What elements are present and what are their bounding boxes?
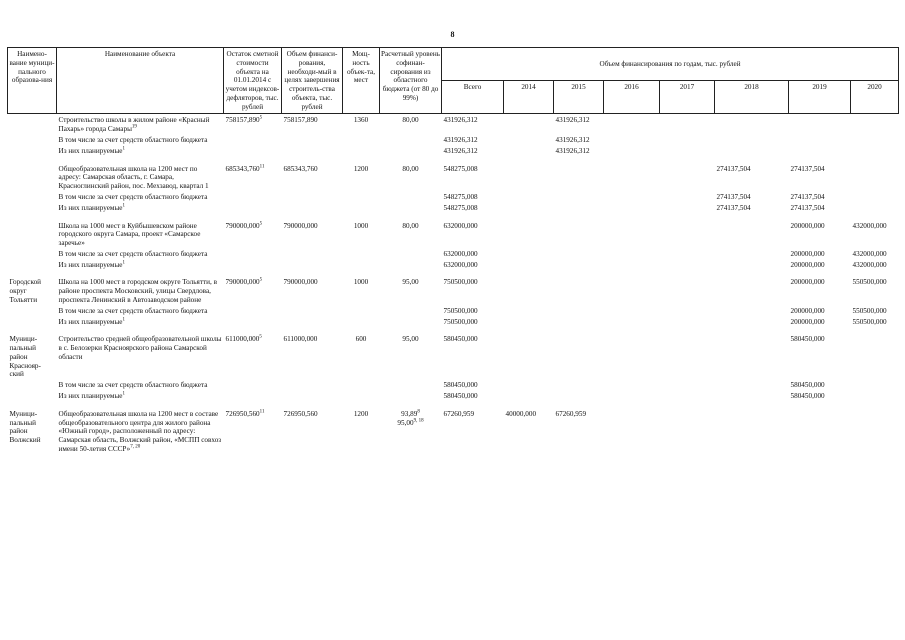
- amount-cell-2020: [851, 409, 899, 455]
- amount-cell-2014: [504, 135, 554, 146]
- level-cell: 93,89$^8$ 95,00$^{9, 18}$: [397, 409, 424, 427]
- municipality-cell: [8, 380, 57, 391]
- amount-cell-total: 580450,000: [443, 381, 478, 390]
- level-cell: [380, 192, 442, 203]
- amount-cell-2020: [851, 334, 899, 380]
- level-cell: [380, 260, 442, 271]
- amount-cell-2014: [504, 146, 554, 157]
- amount-cell-total: 580450,000: [443, 392, 478, 400]
- amount-cell-2017: [660, 221, 715, 249]
- municipality-cell: Муници-пальный район Волжский: [9, 409, 41, 445]
- capacity-cell: [343, 306, 380, 317]
- capacity-cell: 1000: [353, 221, 369, 230]
- table-row: [8, 135, 899, 146]
- object-cell: Общеобразовательная школа на 1200 мест в составе общеобразовательного центра для жилого района «Южный город», расположенный по адресу: Самарская область, Волжский район, «МСПП совхоз имени 50-летия СССР»$^{7, 20}$: [58, 409, 222, 453]
- amount-cell-total: 750500,000: [443, 278, 478, 287]
- amount-cell-2018: [715, 135, 789, 146]
- capacity-cell: 1360: [353, 116, 369, 125]
- volume-cell: [282, 203, 343, 214]
- remaining-cell: [224, 135, 282, 146]
- capacity-cell: [343, 135, 380, 146]
- level-cell: [380, 249, 442, 260]
- page-number: 8: [450, 30, 455, 39]
- spacer-cell: [8, 214, 899, 221]
- level-cell: [380, 317, 442, 328]
- amount-cell-total: 632000,000: [443, 221, 478, 230]
- object-cell: В том числе за счет средств областного бюджета: [58, 306, 208, 315]
- header-year-2016: 2016: [604, 81, 660, 114]
- amount-cell-2019: 580450,000: [790, 335, 825, 344]
- amount-cell-total: 67260,959: [443, 409, 475, 418]
- remaining-cell: 611000,000$^5$: [225, 334, 262, 344]
- amount-cell-2020: 550500,000: [852, 317, 887, 326]
- header-year-2014: 2014: [504, 81, 554, 114]
- amount-cell-2016: [604, 249, 660, 260]
- table-row: [8, 391, 899, 402]
- level-cell: 80,00: [402, 116, 419, 125]
- amount-cell-2017: [660, 114, 715, 135]
- municipality-cell: Городской округ Тольятти: [9, 278, 42, 304]
- volume-cell: [282, 380, 343, 391]
- level-cell: 80,00: [402, 164, 419, 173]
- amount-cell-2019: [789, 135, 851, 146]
- amount-cell-2020: [851, 146, 899, 157]
- level-cell: [380, 306, 442, 317]
- amount-cell-2017: [660, 391, 715, 402]
- capacity-cell: 1000: [353, 278, 369, 287]
- amount-cell-2014: [504, 249, 554, 260]
- amount-cell-2017: [660, 306, 715, 317]
- municipality-cell: [8, 317, 57, 328]
- amount-cell-2020: [851, 391, 899, 402]
- amount-cell-2015: 431926,312: [555, 136, 590, 145]
- capacity-cell: [343, 146, 380, 157]
- amount-cell-2020: 432000,000: [852, 260, 887, 269]
- header-level: Расчетный уровень софинан-сирования из областного бюджета (от 80 до 99%): [380, 48, 442, 114]
- amount-cell-2019: 580450,000: [790, 392, 825, 400]
- amount-cell-total: 431926,312: [443, 146, 478, 155]
- header-year-2017: 2017: [660, 81, 715, 114]
- amount-cell-2015: [554, 192, 604, 203]
- amount-cell-2016: [604, 146, 660, 157]
- amount-cell-2018: [715, 391, 789, 402]
- amount-cell-2014: [504, 334, 554, 380]
- amount-cell-2018: 274137,504: [716, 203, 751, 212]
- amount-cell-2014: 40000,000: [505, 409, 537, 418]
- amount-cell-2017: [660, 334, 715, 380]
- remaining-cell: 685343,760$^{11}$: [225, 164, 265, 173]
- capacity-cell: [343, 192, 380, 203]
- amount-cell-2016: [604, 409, 660, 455]
- amount-cell-2018: 274137,504: [716, 192, 751, 201]
- amount-cell-2016: [604, 380, 660, 391]
- remaining-cell: [224, 260, 282, 271]
- volume-cell: 758157,890: [283, 116, 318, 125]
- group-spacer: [8, 327, 899, 334]
- amount-cell-2014: [504, 260, 554, 271]
- level-cell: [380, 391, 442, 402]
- header-object: Наименование объекта: [57, 48, 224, 114]
- municipality-cell: [8, 260, 57, 271]
- amount-cell-2018: [715, 409, 789, 455]
- capacity-cell: [343, 249, 380, 260]
- amount-cell-2016: [604, 317, 660, 328]
- table-row: [8, 114, 899, 135]
- object-cell: В том числе за счет средств областного бюджета: [58, 192, 208, 201]
- amount-cell-total: 431926,312: [443, 116, 478, 125]
- spacer-cell: [8, 157, 899, 164]
- table-row: [8, 409, 899, 455]
- table-row: [8, 221, 899, 249]
- table-row: [8, 146, 899, 157]
- amount-cell-2016: [604, 114, 660, 135]
- object-cell: Из них планируемые$^1$: [58, 203, 125, 212]
- capacity-cell: 600: [355, 335, 367, 344]
- amount-cell-2019: [789, 146, 851, 157]
- volume-cell: 726950,560: [283, 409, 318, 418]
- spacer-cell: [8, 270, 899, 277]
- amount-cell-2014: [504, 114, 554, 135]
- amount-cell-2019: [789, 114, 851, 135]
- object-cell: Строительство средней общеобразовательной школы в с. Белозерки Красноярского района Самарской области: [58, 335, 222, 361]
- municipality-cell: [8, 114, 57, 135]
- volume-cell: 790000,000: [283, 221, 318, 230]
- amount-cell-2019: 200000,000: [790, 306, 825, 315]
- group-spacer: [8, 214, 899, 221]
- table-row: [8, 380, 899, 391]
- municipality-cell: [8, 203, 57, 214]
- amount-cell-2015: [554, 334, 604, 380]
- remaining-cell: [224, 203, 282, 214]
- header-year-total: Всего: [442, 81, 504, 114]
- amount-cell-total: 750500,000: [443, 306, 478, 315]
- financing-table: [7, 47, 899, 455]
- level-cell: [380, 203, 442, 214]
- object-cell: В том числе за счет средств областного бюджета: [58, 136, 208, 145]
- amount-cell-2019: 274137,504: [790, 203, 825, 212]
- table-row: [8, 164, 899, 192]
- amount-cell-2016: [604, 164, 660, 192]
- object-cell: Строительство школы в жилом районе «Красный Пахарь» города Самары$^{19}$: [58, 116, 210, 134]
- amount-cell-2014: [504, 391, 554, 402]
- amount-cell-2017: [660, 192, 715, 203]
- amount-cell-2015: [554, 277, 604, 305]
- amount-cell-2020: 432000,000: [852, 249, 887, 258]
- amount-cell-2016: [604, 135, 660, 146]
- remaining-cell: [224, 306, 282, 317]
- amount-cell-2014: [504, 380, 554, 391]
- volume-cell: [282, 306, 343, 317]
- amount-cell-2019: 580450,000: [790, 381, 825, 390]
- header-year-2019: 2019: [789, 81, 851, 114]
- amount-cell-2017: [660, 203, 715, 214]
- amount-cell-2017: [660, 135, 715, 146]
- remaining-cell: [224, 146, 282, 157]
- amount-cell-2020: 550500,000: [852, 306, 887, 315]
- amount-cell-2015: [554, 306, 604, 317]
- amount-cell-total: 750500,000: [443, 317, 478, 326]
- amount-cell-2016: [604, 260, 660, 271]
- object-cell: Из них планируемые$^1$: [58, 317, 125, 326]
- amount-cell-2020: [851, 203, 899, 214]
- group-spacer: [8, 270, 899, 277]
- amount-cell-2015: [554, 317, 604, 328]
- volume-cell: [282, 192, 343, 203]
- volume-cell: [282, 317, 343, 328]
- header-volume: Объем финанси-рования, необходи-мый в целях завершения строитель-ства объекта, тыс. рублей: [282, 48, 343, 114]
- municipality-cell: [8, 164, 57, 192]
- amount-cell-2020: [851, 380, 899, 391]
- amount-cell-2016: [604, 203, 660, 214]
- header-year-2018: 2018: [715, 81, 789, 114]
- amount-cell-2017: [660, 409, 715, 455]
- municipality-cell: [8, 306, 57, 317]
- header-municipality: Наимено-вание муници-пального образова-ния: [8, 48, 57, 114]
- amount-cell-2020: [851, 164, 899, 192]
- amount-cell-2016: [604, 277, 660, 305]
- amount-cell-2019: 200000,000: [790, 317, 825, 326]
- amount-cell-2019: 274137,504: [790, 164, 825, 173]
- capacity-cell: [343, 203, 380, 214]
- amount-cell-2020: 432000,000: [852, 221, 887, 230]
- remaining-cell: [224, 380, 282, 391]
- remaining-cell: 758157,890$^5$: [225, 116, 263, 125]
- level-cell: [380, 146, 442, 157]
- amount-cell-2020: 550500,000: [852, 278, 887, 287]
- volume-cell: [282, 249, 343, 260]
- amount-cell-2016: [604, 306, 660, 317]
- amount-cell-2017: [660, 317, 715, 328]
- volume-cell: [282, 146, 343, 157]
- volume-cell: [282, 391, 343, 402]
- table-body: [8, 114, 899, 455]
- amount-cell-2017: [660, 260, 715, 271]
- amount-cell-total: 632000,000: [443, 260, 478, 269]
- table-row: [8, 277, 899, 305]
- volume-cell: [282, 260, 343, 271]
- amount-cell-2018: 274137,504: [716, 164, 751, 173]
- municipality-cell: [8, 249, 57, 260]
- object-cell: Из них планируемые$^1$: [58, 146, 125, 155]
- amount-cell-2018: [715, 317, 789, 328]
- level-cell: 80,00: [402, 221, 419, 230]
- amount-cell-2015: [554, 380, 604, 391]
- amount-cell-2018: [715, 249, 789, 260]
- capacity-cell: [343, 391, 380, 402]
- amount-cell-2019: 200000,000: [790, 260, 825, 269]
- amount-cell-2018: [715, 146, 789, 157]
- amount-cell-2019: 200000,000: [790, 221, 825, 230]
- level-cell: 95,00: [402, 335, 419, 344]
- municipality-cell: [8, 391, 57, 402]
- level-cell: [380, 135, 442, 146]
- amount-cell-2018: [715, 277, 789, 305]
- header-year-2020: 2020: [851, 81, 899, 114]
- capacity-cell: [343, 317, 380, 328]
- capacity-cell: [343, 260, 380, 271]
- amount-cell-2020: [851, 114, 899, 135]
- amount-cell-2015: [554, 260, 604, 271]
- amount-cell-total: 548275,008: [443, 192, 478, 201]
- remaining-cell: [224, 192, 282, 203]
- amount-cell-2015: [554, 249, 604, 260]
- amount-cell-2017: [660, 164, 715, 192]
- municipality-cell: [8, 135, 57, 146]
- capacity-cell: 1200: [353, 164, 369, 173]
- amount-cell-2020: [851, 192, 899, 203]
- amount-cell-2016: [604, 221, 660, 249]
- level-cell: 95,00: [402, 278, 419, 287]
- object-cell: В том числе за счет средств областного бюджета: [58, 249, 208, 258]
- table-row: [8, 203, 899, 214]
- object-cell: Школа на 1000 мест в городском округе Тольятти, в районе проспекта Московский, улицы Свердлова, проспекта Ленинский в Автозаводском районе: [58, 278, 217, 304]
- amount-cell-2015: 431926,312: [555, 116, 590, 125]
- remaining-cell: 790000,000$^5$: [225, 221, 263, 230]
- amount-cell-2020: [851, 135, 899, 146]
- table-row: [8, 192, 899, 203]
- spacer-cell: [8, 327, 899, 334]
- volume-cell: 685343,760: [283, 164, 318, 173]
- volume-cell: 790000,000: [283, 278, 318, 287]
- amount-cell-2015: 431926,312: [555, 146, 590, 155]
- amount-cell-2015: [554, 391, 604, 402]
- object-cell: Общеобразовательная школа на 1200 мест по адресу: Самарская область, г. Самара, Красноглинский район, пос. Мехзавод, квартал 1: [58, 164, 209, 191]
- municipality-cell: [8, 146, 57, 157]
- amount-cell-2018: [715, 306, 789, 317]
- header-financing-group: Объем финансирования по годам, тыс. рублей: [442, 48, 899, 81]
- volume-cell: 611000,000: [283, 335, 318, 344]
- capacity-cell: 1200: [353, 409, 369, 418]
- table-row: [8, 317, 899, 328]
- remaining-cell: [224, 391, 282, 402]
- volume-cell: [282, 135, 343, 146]
- remaining-cell: [224, 249, 282, 260]
- object-cell: Из них планируемые$^1$: [58, 391, 125, 400]
- level-cell: [380, 380, 442, 391]
- table-header: [8, 48, 899, 114]
- spacer-cell: [8, 402, 899, 409]
- amount-cell-total: 632000,000: [443, 249, 478, 258]
- table-row: [8, 249, 899, 260]
- header-remaining: Остаток сметной стоимости объекта на 01.01.2014 с учетом индексов-дефляторов, тыс. рублей: [224, 48, 282, 114]
- amount-cell-2018: [715, 114, 789, 135]
- amount-cell-2018: [715, 334, 789, 380]
- header-year-2015: 2015: [554, 81, 604, 114]
- amount-cell-2014: [504, 277, 554, 305]
- municipality-cell: [8, 221, 57, 249]
- amount-cell-2015: [554, 221, 604, 249]
- table-row: [8, 334, 899, 380]
- municipality-cell: [8, 192, 57, 203]
- amount-cell-2015: [554, 203, 604, 214]
- amount-cell-2014: [504, 164, 554, 192]
- amount-cell-2017: [660, 146, 715, 157]
- amount-cell-2016: [604, 391, 660, 402]
- remaining-cell: 790000,000$^5$: [225, 278, 263, 287]
- amount-cell-2019: 274137,504: [790, 192, 825, 201]
- amount-cell-2016: [604, 192, 660, 203]
- amount-cell-2017: [660, 249, 715, 260]
- amount-cell-2014: [504, 221, 554, 249]
- table-row: [8, 260, 899, 271]
- amount-cell-2014: [504, 203, 554, 214]
- table-row: [8, 306, 899, 317]
- amount-cell-2014: [504, 306, 554, 317]
- amount-cell-2018: [715, 260, 789, 271]
- amount-cell-total: 548275,008: [443, 164, 478, 173]
- amount-cell-2014: [504, 317, 554, 328]
- object-cell: Из них планируемые$^1$: [58, 260, 125, 269]
- capacity-cell: [343, 380, 380, 391]
- amount-cell-2015: 67260,959: [555, 409, 587, 418]
- remaining-cell: [224, 317, 282, 328]
- amount-cell-2019: 200000,000: [790, 278, 825, 287]
- amount-cell-total: 431926,312: [443, 136, 478, 145]
- amount-cell-2018: [715, 380, 789, 391]
- amount-cell-2019: [789, 409, 851, 455]
- amount-cell-2016: [604, 334, 660, 380]
- amount-cell-2017: [660, 277, 715, 305]
- header-capacity: Мощ-ность объек-та, мест: [343, 48, 380, 114]
- amount-cell-2014: [504, 192, 554, 203]
- amount-cell-total: 548275,008: [443, 203, 478, 212]
- municipality-cell: Муници-пальный район Краснояр-ский: [9, 335, 41, 379]
- amount-cell-2017: [660, 380, 715, 391]
- group-spacer: [8, 402, 899, 409]
- remaining-cell: 726950,560$^{11}$: [225, 409, 265, 418]
- object-cell: Школа на 1000 мест в Куйбышевском районе городского округа Самара, проект «Самарское заречье»: [58, 221, 201, 248]
- group-spacer: [8, 157, 899, 164]
- amount-cell-2019: 200000,000: [790, 249, 825, 258]
- amount-cell-2015: [554, 164, 604, 192]
- amount-cell-total: 580450,000: [443, 335, 478, 344]
- object-cell: В том числе за счет средств областного бюджета: [58, 381, 208, 390]
- amount-cell-2018: [715, 221, 789, 249]
